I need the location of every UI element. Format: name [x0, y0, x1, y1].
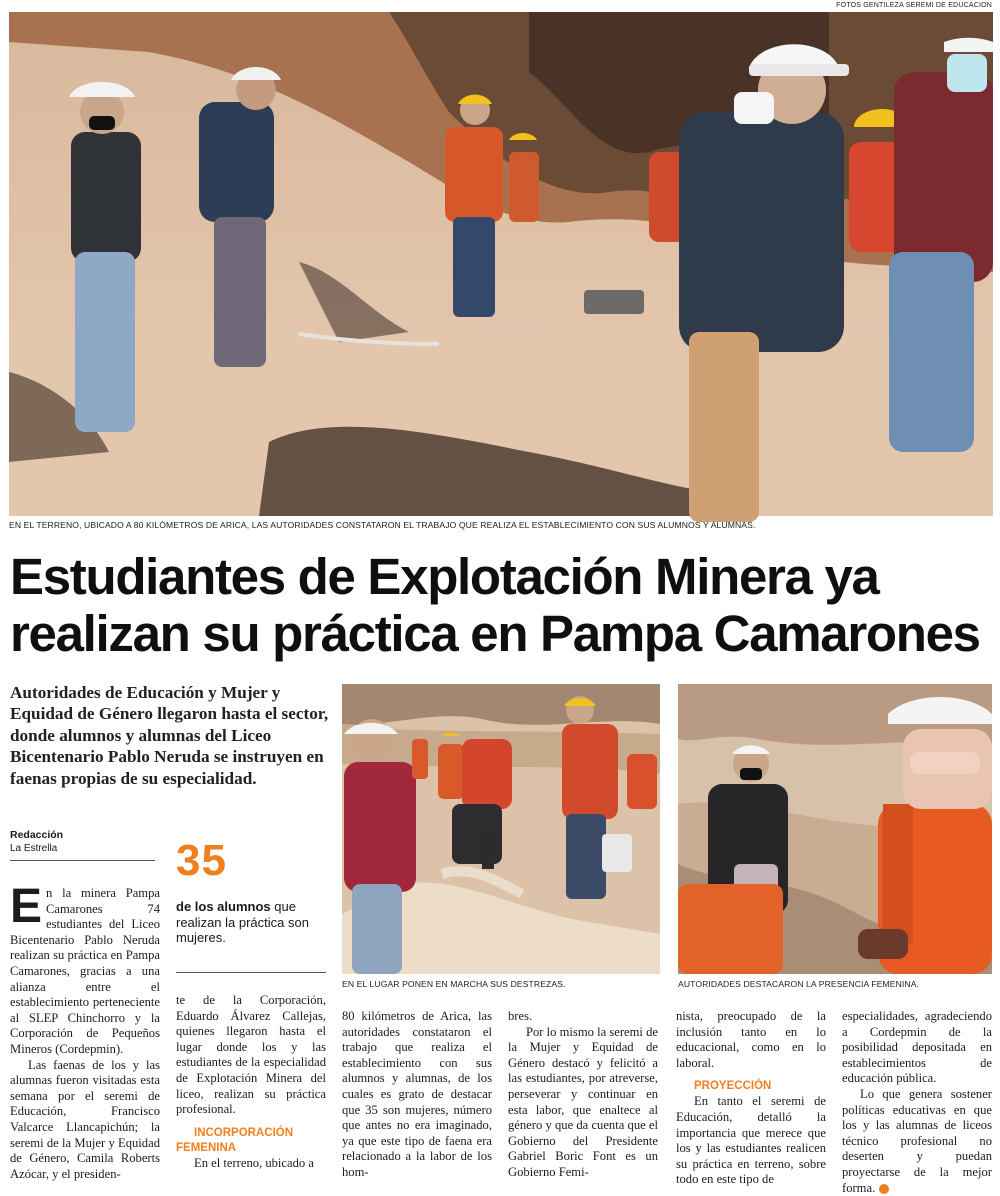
headline	[10, 548, 992, 662]
body-paragraph: En el terreno, ubicado a	[194, 1155, 314, 1170]
body-paragraph	[842, 1087, 992, 1196]
body-column-3	[342, 1009, 492, 1181]
body-paragraph: especialidades, agradeciendo a Cordepmin de la posibilidad depositada en establecimientos de educación pública.	[842, 1009, 992, 1086]
middle-photo-caption: EN EL LUGAR PONEN EN MARCHA SUS DESTREZAS.	[342, 979, 566, 989]
subhead-proyeccion: PROYECCIÓN	[694, 1080, 772, 1093]
right-photo-caption: AUTORIDADES DESTACARON LA PRESENCIA FEMENINA.	[678, 979, 920, 989]
drop-cap: E	[10, 880, 43, 933]
byline-author: Redacción	[10, 829, 64, 841]
headline-line-2: realizan su práctica en Pampa Camarones	[10, 605, 980, 662]
right-photo	[678, 684, 992, 974]
body-column-6	[842, 1009, 992, 1196]
body-column-1	[10, 880, 160, 1182]
subhead-incorporacion: INCORPORACIÓN FEMENINA	[176, 1126, 294, 1154]
body-text: Lo que genera sostener políticas educativas en que los y las alumnas de liceos técnico profesional no deserten y puedan proyectarse de la mejor forma.	[842, 1086, 992, 1195]
body-paragraph	[10, 880, 160, 1058]
main-photo-caption: EN EL TERRENO, UBICADO A 80 KILÓMETROS DE ARICA, LAS AUTORIDADES CONSTATARON EL TRABAJO QUE REALIZA EL ESTABLECIMIENTO CON SUS ALUMNOS Y ALUMNAS.	[9, 520, 756, 530]
body-paragraph: nista, preocupado de la inclusión tanto en lo educacional, como en lo laboral.	[676, 1009, 826, 1070]
photo-credit: FOTOS GENTILEZA SEREMI DE EDUCACION	[836, 2, 992, 9]
middle-photo	[342, 684, 660, 974]
body-paragraph: 80 kilómetros de Arica, las autoridades constataron el trabajo que realiza el establecimiento con sus alumnos y alumnas, de los cuales es grato de destacar que 35 son mujeres, número que antes no era imaginado, ya que este tipo de faena era relacionado a la labor de los hom-	[342, 1009, 492, 1179]
stat-text	[176, 899, 326, 946]
body-paragraph: bres.	[508, 1009, 533, 1023]
lead-paragraph: Autoridades de Educación y Mujer y Equidad de Género llegaron hasta el sector, donde alumnos y alumnas del Liceo Bicentenario Pablo Neruda se instruyen en faenas propias de su especialidad.	[10, 683, 329, 788]
byline-publication: La Estrella	[10, 843, 58, 854]
body-column-5	[676, 1009, 826, 1188]
body-column-4	[508, 1009, 658, 1181]
headline-line-1: Estudiantes de Explotación Minera ya	[10, 548, 879, 605]
main-photo	[9, 12, 993, 516]
body-paragraph: Las faenas de los y las alumnas fueron visitadas esta semana por el seremi de Educación, Francisco Valcarce Llancapichún; la seremi de la Mujer y Equidad de Género, Camila Roberts Azócar, y el presiden-	[10, 1057, 160, 1181]
stat-text-rest: que realizan la práctica son mujeres.	[176, 899, 309, 945]
stat-text-bold: de los alumnos	[176, 899, 271, 914]
body-column-2	[176, 993, 326, 1171]
stat-divider	[176, 972, 326, 973]
body-text: n la minera Pampa Camarones 74 estudiantes del Liceo Bicentenario Pablo Neruda realizan su práctica en Pampa Camarones, gracias a una alianza entre el establecimiento perteneciente al SLEP Chinchorro y la Corporación de Pequeños Mineros (Cordepmin).	[10, 886, 160, 1056]
body-paragraph: En tanto el seremi de Educación, detalló la importancia que merece que los y las estudiantes realicen su práctica en terreno, sobre todo en este tipo de	[676, 1094, 826, 1187]
stat-number: 35	[176, 836, 227, 885]
end-mark-icon: ✦	[879, 1184, 889, 1194]
body-paragraph: Por lo mismo la seremi de la Mujer y Equidad de Género destacó y felicitó a las estudiantes, por atreverse, perseverar y continuar en esta labor, que enaltece al género y que da cuenta que el Gobierno del Presidente Gabriel Boric Font es un Gobierno Femi-	[508, 1024, 658, 1179]
body-paragraph: te de la Corporación, Eduardo Álvarez Callejas, quienes llegaron hasta el lugar donde los y las estudiantes de la especialidad de Explotación Minera del liceo, realizan su práctica profesional.	[176, 993, 326, 1117]
byline-divider	[10, 860, 155, 861]
